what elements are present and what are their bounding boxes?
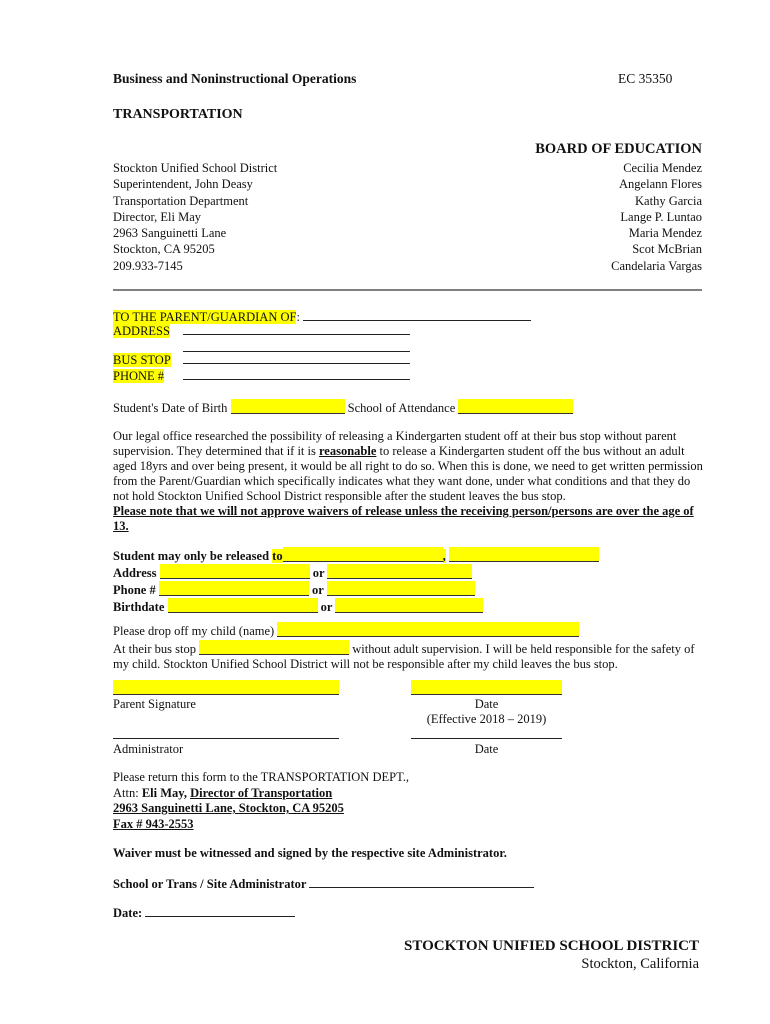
address-line2-field[interactable]: [183, 340, 410, 352]
attn-line: [113, 786, 409, 802]
date-label: Date: [474, 697, 499, 711]
board-member: Lange P. Luntao: [620, 209, 702, 224]
dropoff-bus-stop-field[interactable]: [199, 640, 349, 655]
dob-label: Student's Date of Birth: [113, 401, 228, 415]
administrator-label: Administrator: [113, 742, 184, 756]
address-label: Address: [113, 566, 157, 580]
release-phone2-field[interactable]: [327, 581, 475, 596]
board-member: Candelaria Vargas: [611, 258, 702, 273]
board-member: Maria Mendez: [628, 226, 702, 241]
board-member: Cecilia Mendez: [623, 161, 702, 175]
site-admin-label: School or Trans / Site Administrator: [113, 877, 307, 891]
comma: ,: [442, 549, 446, 563]
witness-date-field[interactable]: [145, 905, 295, 917]
dob-field[interactable]: [231, 399, 345, 414]
footer-city: Stockton, California: [581, 956, 699, 972]
or-label: or: [312, 566, 325, 580]
release-section: [113, 547, 599, 615]
age-requirement-note: Please note that we will not approve waivers of release unless the receiving person/persons are over the age of 13.: [113, 504, 694, 533]
student-info-row: [113, 399, 573, 416]
dropoff-section: [113, 622, 695, 673]
return-address: 2963 Sanguinetti Lane, Stockton, CA 95205: [113, 801, 344, 815]
parent-colon: :: [296, 310, 300, 324]
parent-name-field[interactable]: [303, 309, 531, 321]
bus-stop-row: [113, 640, 695, 658]
release-to-row: [113, 547, 599, 564]
release-address1-field[interactable]: [160, 564, 310, 579]
board-member: Kathy Garcia: [635, 193, 702, 208]
phone-field[interactable]: [183, 368, 410, 380]
fax-number: Fax # 943-2553: [113, 816, 194, 831]
witness-date-label: Date:: [113, 906, 143, 920]
bus-stop-label: BUS STOP: [113, 353, 171, 367]
attn-name: Eli May,: [141, 785, 191, 800]
parent-date-field[interactable]: [411, 680, 562, 695]
board-title: BOARD OF EDUCATION: [535, 141, 702, 157]
release-phone1-field[interactable]: [159, 581, 309, 596]
site-admin-row: [113, 876, 534, 892]
policy-code: EC 35350: [618, 71, 673, 86]
category-title: Business and Noninstructional Operations: [113, 71, 357, 86]
return-info: [113, 770, 409, 832]
district-line: 2963 Sanguinetti Lane: [113, 226, 227, 241]
birthdate-label: Birthdate: [113, 600, 165, 614]
reasonable-emphasis: reasonable: [318, 444, 377, 458]
release-phone-row: [113, 581, 599, 598]
release-birthdate2-field[interactable]: [335, 598, 483, 613]
district-line: Stockton Unified School District: [113, 161, 278, 175]
release-address-row: [113, 564, 599, 581]
child-name-field[interactable]: [277, 622, 579, 637]
responsibility-text: without adult supervision. I will be held responsible for the safety of: [352, 641, 695, 656]
to-label: to: [272, 549, 283, 563]
paragraph-text: to release a Kindergarten student off the bus without an adult aged 18yrs and over being present, it would be all right to do so. When this is done, we need to get written permission from the Parent/Guardian which specifically indicates what they want done, under what conditions and that they do not hold Stockton Unified School District responsible after the student leaves the bus stop.: [113, 444, 703, 503]
bus-stop-field[interactable]: [183, 352, 410, 364]
section-title: TRANSPORTATION: [113, 107, 243, 122]
district-line: Superintendent, John Deasy: [113, 177, 253, 192]
bus-stop-label: At their bus stop: [113, 641, 196, 656]
release-person1-field[interactable]: [283, 547, 443, 562]
paragraph-text: Our legal office researched the possibility of releasing a Kindergarten student off at their bus stop without parent supervision. They determined that if it is: [113, 429, 677, 458]
school-label: School of Attendance: [347, 401, 456, 415]
release-birthdate1-field[interactable]: [168, 598, 318, 613]
released-label: Student may only be released: [113, 549, 273, 563]
parent-signature-field[interactable]: [113, 680, 339, 695]
effective-years: (Effective 2018 – 2019): [426, 712, 547, 726]
or-label: or: [311, 583, 324, 597]
district-line: Transportation Department: [113, 193, 249, 208]
child-name-row: [113, 622, 695, 640]
child-name-label: Please drop off my child (name): [113, 624, 275, 638]
phone-row: [113, 369, 164, 384]
admin-date-label: Date: [474, 742, 499, 756]
legal-paragraph: [113, 429, 705, 534]
or-label: or: [320, 600, 333, 614]
board-member: Angelann Flores: [619, 177, 702, 192]
bus-stop-row: [113, 353, 171, 368]
release-birthdate-row: [113, 598, 599, 615]
address-row: [113, 324, 170, 339]
district-line: Stockton, CA 95205: [113, 242, 215, 257]
address-label: ADDRESS: [113, 324, 170, 338]
attn-title: Director of Transportation: [190, 785, 333, 800]
release-address2-field[interactable]: [327, 564, 472, 579]
district-line: Director, Eli May: [113, 209, 202, 224]
district-line: 209.933-7145: [113, 258, 183, 273]
header-divider: [113, 289, 702, 291]
school-field[interactable]: [458, 399, 573, 414]
attn-prefix: Attn:: [113, 785, 142, 800]
board-members: [611, 160, 702, 274]
phone-label: PHONE #: [113, 369, 165, 383]
parent-signature-label: Parent Signature: [113, 697, 196, 711]
administrator-date-field[interactable]: [411, 727, 562, 739]
witness-date-row: [113, 905, 295, 921]
witness-notice: Waiver must be witnessed and signed by the respective site Administrator.: [113, 846, 507, 860]
footer-district: STOCKTON UNIFIED SCHOOL DISTRICT: [404, 938, 699, 954]
responsibility-text: my child. Stockton Unified School District will not be responsible after my child leaves the bus stop.: [113, 657, 618, 671]
board-member: Scot McBrian: [632, 242, 702, 257]
phone-label: Phone #: [113, 583, 156, 597]
release-person2-field[interactable]: [449, 547, 599, 562]
district-info: [113, 160, 277, 274]
address-field[interactable]: [183, 323, 410, 335]
site-admin-field[interactable]: [309, 876, 534, 888]
parent-label: TO THE PARENT/GUARDIAN OF: [113, 310, 297, 324]
return-instruction: Please return this form to the TRANSPORTATION DEPT.,: [113, 770, 410, 784]
administrator-signature-field[interactable]: [113, 727, 339, 739]
